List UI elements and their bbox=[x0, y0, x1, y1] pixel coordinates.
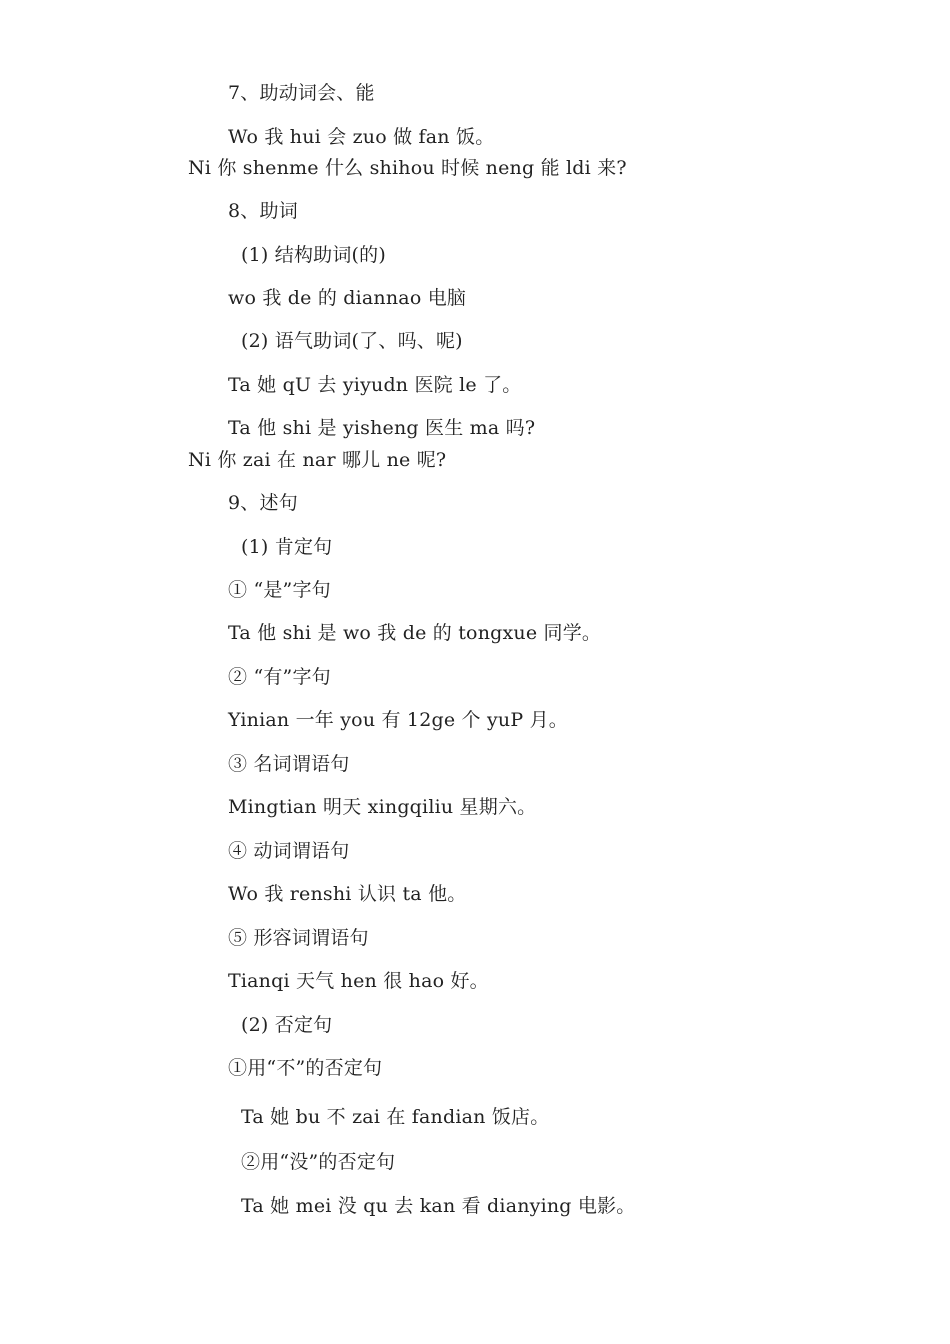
example-sentence: Ta 他 shi 是 yisheng 医生 ma 吗? bbox=[228, 417, 536, 439]
subsection-heading: (1) 肯定句 bbox=[241, 536, 333, 558]
list-item-heading: ③ 名词谓语句 bbox=[228, 753, 350, 775]
example-sentence: Ta 她 mei 没 qu 去 kan 看 dianying 电影。 bbox=[241, 1195, 636, 1217]
example-sentence: Ta 她 bu 不 zai 在 fandian 饭店。 bbox=[241, 1106, 550, 1128]
list-item-heading: ① “是”字句 bbox=[228, 579, 331, 601]
example-sentence: Tianqi 天气 hen 很 hao 好。 bbox=[228, 970, 489, 992]
example-sentence: Ni 你 zai 在 nar 哪儿 ne 呢? bbox=[188, 449, 447, 471]
example-sentence: Yinian 一年 you 有 12ge 个 yuP 月。 bbox=[228, 709, 568, 731]
list-item-heading: ②用“没”的否定句 bbox=[241, 1151, 396, 1173]
list-item-heading: ② “有”字句 bbox=[228, 666, 331, 688]
example-sentence: Wo 我 renshi 认识 ta 他。 bbox=[228, 883, 467, 905]
example-sentence: Mingtian 明天 xingqiliu 星期六。 bbox=[228, 796, 537, 818]
subsection-heading: (1) 结构助词(的) bbox=[241, 244, 386, 266]
example-sentence: Ta 她 qU 去 yiyudn 医院 le 了。 bbox=[228, 374, 522, 396]
example-sentence: Ni 你 shenme 什么 shihou 时候 neng 能 ldi 来? bbox=[188, 157, 627, 179]
list-item-heading: ④ 动词谓语句 bbox=[228, 840, 350, 862]
example-sentence: Wo 我 hui 会 zuo 做 fan 饭。 bbox=[228, 126, 495, 148]
list-item-heading: ⑤ 形容词谓语句 bbox=[228, 927, 369, 949]
subsection-heading: (2) 否定句 bbox=[241, 1014, 333, 1036]
section-heading-7: 7、助动词会、能 bbox=[228, 82, 375, 104]
section-heading-8: 8、助词 bbox=[228, 200, 298, 222]
subsection-heading: (2) 语气助词(了、吗、呢) bbox=[241, 330, 463, 352]
list-item-heading: ①用“不”的否定句 bbox=[228, 1057, 383, 1079]
example-sentence: Ta 他 shi 是 wo 我 de 的 tongxue 同学。 bbox=[228, 622, 602, 644]
section-heading-9: 9、述句 bbox=[228, 492, 298, 514]
example-sentence: wo 我 de 的 diannao 电脑 bbox=[228, 287, 467, 309]
